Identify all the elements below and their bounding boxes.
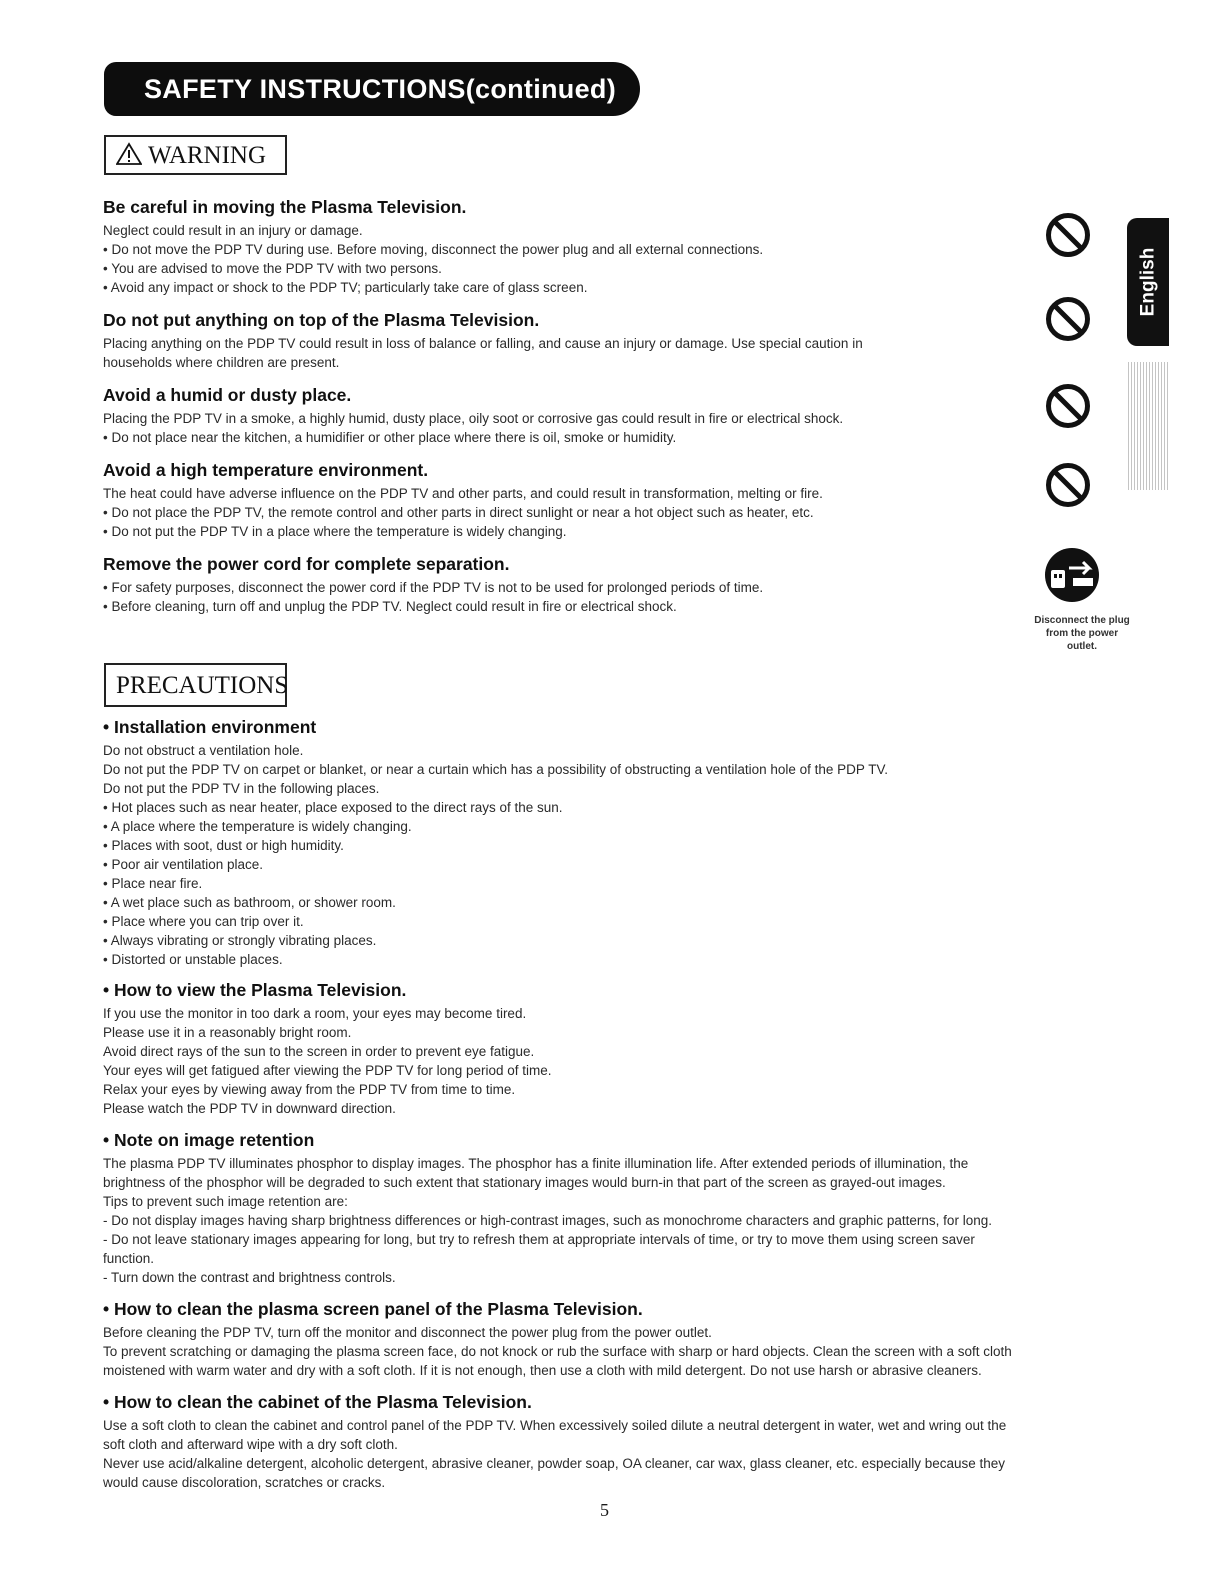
warning-triangle-icon xyxy=(116,142,142,166)
text-line: Relax your eyes by viewing away from the PDP TV from time to time. xyxy=(103,1082,516,1097)
text-line: • Do not put the PDP TV in a place where the temperature is widely changing. xyxy=(103,524,567,539)
prohibition-icon xyxy=(1045,383,1091,429)
language-tab xyxy=(1127,218,1169,346)
text-line: • Avoid any impact or shock to the PDP TV; particularly take care of glass screen. xyxy=(103,280,588,295)
text-line: • Distorted or unstable places. xyxy=(103,952,283,967)
text-line: brightness of the phosphor will be degraded to such extent that stationary images would burn-in that part of the screen as grayed-out images. xyxy=(103,1175,946,1190)
warning-section-top xyxy=(103,309,1003,372)
text-line: Please use it in a reasonably bright room. xyxy=(103,1025,352,1040)
text-line: - Do not display images having sharp brightness differences or high-contrast images, such as monochrome characters and graphic patterns, for long. xyxy=(103,1213,992,1228)
unplug-icon xyxy=(1043,546,1101,604)
text-line: • Places with soot, dust or high humidity. xyxy=(103,838,344,853)
text-line: Please watch the PDP TV in downward direction. xyxy=(103,1101,396,1116)
warning-section-humid xyxy=(103,384,1003,447)
text-line: • Place where you can trip over it. xyxy=(103,914,304,929)
text-line: • A wet place such as bathroom, or shower room. xyxy=(103,895,396,910)
warning-label-text: WARNING xyxy=(148,142,267,169)
text-line: • A place where the temperature is widely changing. xyxy=(103,819,412,834)
text-line: Tips to prevent such image retention are: xyxy=(103,1194,348,1209)
page-title-banner: SAFETY INSTRUCTIONS(continued) xyxy=(104,62,640,116)
text-line: The heat could have adverse influence on the PDP TV and other parts, and could result in transformation, melting or fire. xyxy=(103,486,823,501)
text-line: • Place near fire. xyxy=(103,876,203,891)
text-line: moistened with warm water and dry with a soft cloth. If it is not enough, then use a cloth with mild detergent. Do not use harsh or abrasive cleaners. xyxy=(103,1363,982,1378)
prohibition-icon xyxy=(1045,212,1091,258)
text-line: households where children are present. xyxy=(103,355,340,370)
text-line: To prevent scratching or damaging the plasma screen face, do not knock or rub the surface with sharp or hard objects. Clean the screen with a soft cloth xyxy=(103,1344,1012,1359)
warning-section-moving xyxy=(103,196,1003,297)
unplug-caption: Disconnect the plug from the power outlet. xyxy=(1034,615,1130,652)
text-line: function. xyxy=(103,1251,155,1266)
page-number: 5 xyxy=(600,1500,609,1520)
text-line: • Hot places such as near heater, place exposed to the direct rays of the sun. xyxy=(103,800,563,815)
text-line: • Always vibrating or strongly vibrating places. xyxy=(103,933,377,948)
text-line: • You are advised to move the PDP TV with two persons. xyxy=(103,261,442,276)
section-heading: • Installation environment xyxy=(103,717,317,737)
section-heading: • Note on image retention xyxy=(103,1130,315,1150)
text-line: Use a soft cloth to clean the cabinet and control panel of the PDP TV. When excessively soiled dilute a neutral detergent in water, wet and wring out the xyxy=(103,1418,1007,1433)
text-line: Never use acid/alkaline detergent, alcoholic detergent, abrasive cleaner, powder soap, OA cleaner, car wax, glass cleaner, etc. especially because they xyxy=(103,1456,1006,1471)
prohibition-icon xyxy=(1045,462,1091,508)
precaution-section-clean-cabinet xyxy=(103,1391,1113,1492)
precautions-label-box: PRECAUTIONS xyxy=(104,663,287,707)
text-line: • Do not place the PDP TV, the remote control and other parts in direct sunlight or near a hot object such as heater, etc. xyxy=(103,505,814,520)
section-heading: • How to clean the plasma screen panel of the Plasma Television. xyxy=(103,1299,643,1319)
text-line: Placing anything on the PDP TV could result in loss of balance or falling, and cause an injury or damage. Use special caution in xyxy=(103,336,863,351)
section-heading: Avoid a humid or dusty place. xyxy=(103,385,352,405)
text-line: Do not put the PDP TV in the following places. xyxy=(103,781,380,796)
text-line: The plasma PDP TV illuminates phosphor to display images. The phosphor has a finite illumination life. After extended periods of illumination, the xyxy=(103,1156,969,1171)
prohibition-icon xyxy=(1045,296,1091,342)
text-line: Do not put the PDP TV on carpet or blanket, or near a curtain which has a possibility of obstructing a ventilation hole of the PDP TV. xyxy=(103,762,888,777)
text-line: • Before cleaning, turn off and unplug the PDP TV. Neglect could result in fire or electrical shock. xyxy=(103,599,677,614)
text-line: Placing the PDP TV in a smoke, a highly humid, dusty place, oily soot or corrosive gas could result in fire or electrical shock. xyxy=(103,411,844,426)
text-line: • Poor air ventilation place. xyxy=(103,857,264,872)
section-heading: • How to view the Plasma Television. xyxy=(103,980,407,1000)
precaution-section-clean-screen xyxy=(103,1298,1113,1380)
precaution-section-installation xyxy=(103,716,1113,969)
section-heading: Remove the power cord for complete separation. xyxy=(103,554,510,574)
warning-label-box xyxy=(104,135,287,175)
text-line: • For safety purposes, disconnect the power cord if the PDP TV is not to be used for prolonged periods of time. xyxy=(103,580,764,595)
language-tab-label: English xyxy=(1137,247,1158,317)
text-line: Avoid direct rays of the sun to the screen in order to prevent eye fatigue. xyxy=(103,1044,535,1059)
section-heading: Avoid a high temperature environment. xyxy=(103,460,429,480)
text-line: - Turn down the contrast and brightness controls. xyxy=(103,1270,396,1285)
text-line: soft cloth and afterward wipe with a dry soft cloth. xyxy=(103,1437,398,1452)
text-line: Before cleaning the PDP TV, turn off the monitor and disconnect the power plug from the power outlet. xyxy=(103,1325,712,1340)
text-line: • Do not move the PDP TV during use. Before moving, disconnect the power plug and all external connections. xyxy=(103,242,764,257)
text-line: Neglect could result in an injury or damage. xyxy=(103,223,363,238)
text-line: If you use the monitor in too dark a room, your eyes may become tired. xyxy=(103,1006,527,1021)
text-line: • Do not place near the kitchen, a humidifier or other place where there is oil, smoke or humidity. xyxy=(103,430,677,445)
warning-section-temperature xyxy=(103,459,1003,541)
warning-section-power-cord xyxy=(103,553,1003,616)
section-heading: • How to clean the cabinet of the Plasma Television. xyxy=(103,1392,532,1412)
text-line: Do not obstruct a ventilation hole. xyxy=(103,743,304,758)
edge-stripe-decoration xyxy=(1128,362,1168,490)
section-heading: Be careful in moving the Plasma Television. xyxy=(103,197,467,217)
precaution-section-image-retention xyxy=(103,1129,1113,1287)
text-line: Your eyes will get fatigued after viewing the PDP TV for long period of time. xyxy=(103,1063,552,1078)
text-line: would cause discoloration, scratches or cracks. xyxy=(103,1475,386,1490)
section-heading: Do not put anything on top of the Plasma Television. xyxy=(103,310,540,330)
precaution-section-viewing xyxy=(103,979,1113,1118)
text-line: - Do not leave stationary images appearing for long, but try to refresh them at appropriate intervals of time, or try to move them using screen saver xyxy=(103,1232,975,1247)
